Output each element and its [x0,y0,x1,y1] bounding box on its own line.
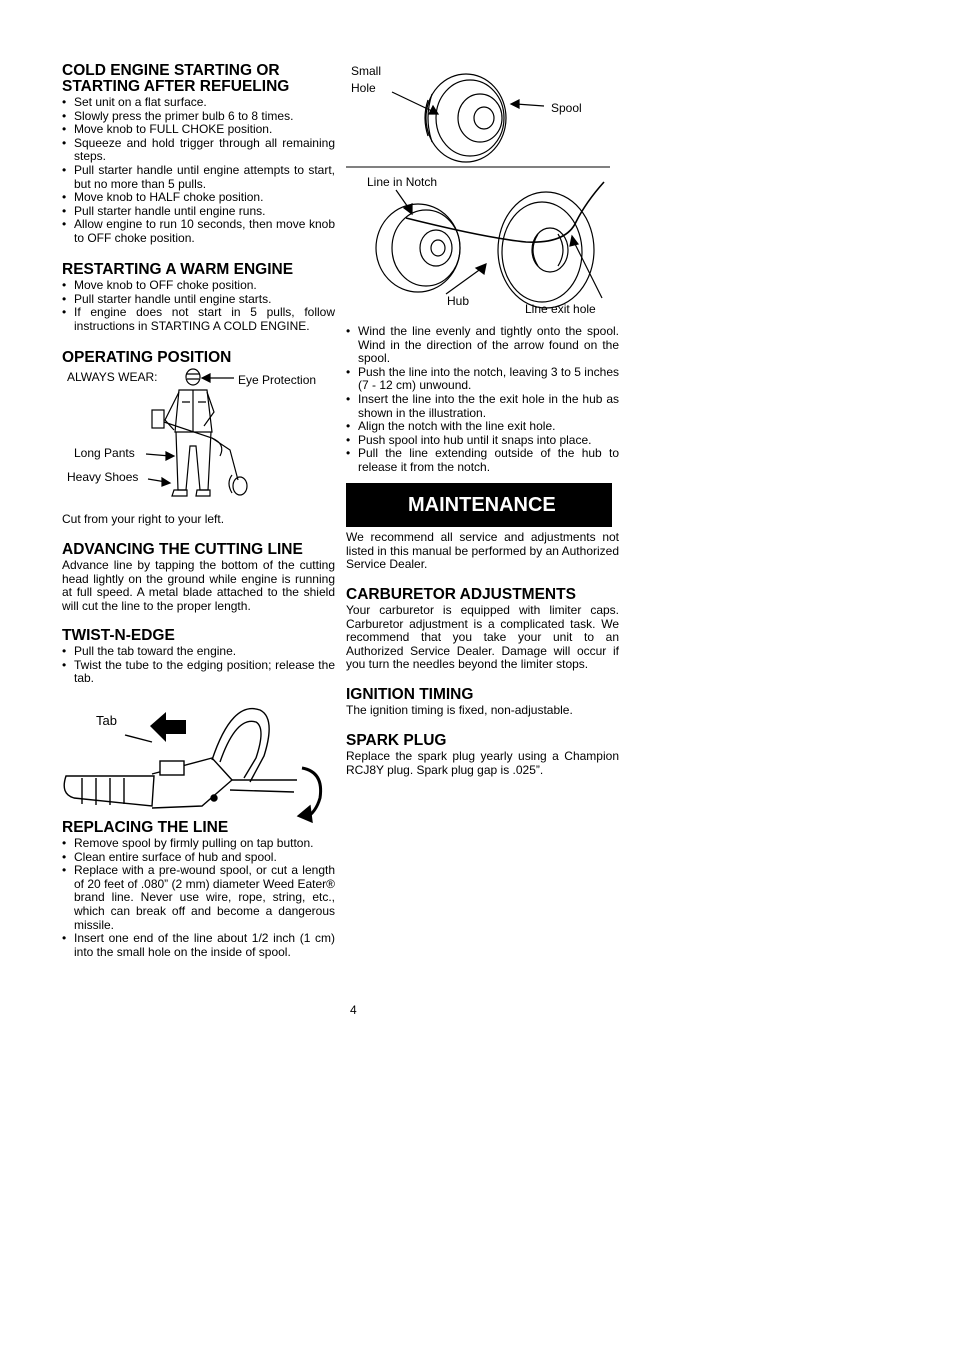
replacing-list [62,837,335,959]
list-item: • Pull the tab toward the engine. [62,645,335,659]
operating-caption: Cut from your right to your left. [62,512,225,526]
list-item: • Move knob to HALF choke position. [62,191,335,205]
advancing-section [62,542,335,613]
winding-section [346,324,619,475]
list-item: • Pull starter handle until engine runs. [62,205,335,219]
list-item: • Replace with a pre-wound spool, or cut a length of 20 feet of .080” (2 mm) diameter Weed Eater® brand line. Never use wire, rope, string, etc., which can break off and become a dangerous missile. [62,864,335,932]
spool-illustration [346,60,619,168]
list-item: • Push spool into hub until it snaps into place. [346,434,619,448]
list-item: • Insert one end of the line about 1/2 inch (1 cm) into the small hole on the inside of spool. [62,932,335,959]
list-item: • Squeeze and hold trigger through all remaining steps. [62,137,335,164]
warm-start-list [62,279,335,333]
spark-title: SPARK PLUG [346,732,447,749]
list-item: • If engine does not start in 5 pulls, follow instructions in STARTING A COLD ENGINE. [62,306,335,333]
list-item: • Remove spool by firmly pulling on tap button. [62,837,335,851]
cold-start-list [62,96,335,246]
list-item: • Push the line into the notch, leaving 3 to 5 inches (7 - 12 cm) unwound. [346,366,619,393]
list-item: • Move knob to OFF choke position. [62,279,335,293]
spark-text: Replace the spark plug yearly using a Champion RCJ8Y plug. Spark plug gap is .025”. [346,749,619,777]
warm-start-section [62,262,335,333]
list-item: • Pull starter handle until engine starts. [62,293,335,307]
operating-title: OPERATING POSITION [62,349,232,366]
twist-list [62,645,335,686]
page-number: 4 [350,1003,357,1017]
cold-start-section [62,63,335,246]
line-in-notch-label: Line in Notch [367,175,438,189]
maintenance-section [346,530,619,572]
spool-figure [346,60,619,168]
carburetor-title: CARBURETOR ADJUSTMENTS [346,586,576,603]
carburetor-section [346,587,619,672]
hub-figure [346,172,619,322]
always-wear-label: ALWAYS WEAR: [67,370,158,384]
hub-illustration [346,172,619,322]
list-item: • Slowly press the primer bulb 6 to 8 times. [62,110,335,124]
spark-section [346,733,619,777]
twist-edge-illustration [62,688,335,798]
cold-start-title: COLD ENGINE STARTING OR STARTING AFTER REFUELING [62,62,290,95]
list-item: • Clean entire surface of hub and spool. [62,851,335,865]
eye-protection-label: Eye Protection [238,373,317,387]
list-item: • Set unit on a flat surface. [62,96,335,110]
hole-label: Hole [351,81,376,95]
ignition-text: The ignition timing is fixed, non-adjustable. [346,703,573,717]
spool-label: Spool [551,101,582,115]
advancing-title: ADVANCING THE CUTTING LINE [62,541,303,558]
advancing-text: Advance line by tapping the bottom of the cutting head lightly on the ground while engine is running at full speed. A metal blade attached to the shield will cut the line to the proper length. [62,558,335,613]
list-item: • Align the notch with the line exit hole. [346,420,619,434]
long-pants-label: Long Pants [74,446,135,460]
list-item: • Allow engine to run 10 seconds, then move knob to OFF choke position. [62,218,335,245]
maintenance-title: MAINTENANCE [408,494,556,516]
twist-title: TWIST-N-EDGE [62,627,175,644]
replacing-title: REPLACING THE LINE [62,819,229,836]
list-item: • Wind the line evenly and tightly onto the spool. Wind in the direction of the arrow found on the spool. [346,325,619,366]
operating-section [62,350,335,530]
ignition-section [346,687,619,718]
line-exit-hole-label: Line exit hole [525,302,596,316]
replacing-section [62,820,335,959]
maintenance-text: We recommend all service and adjustments not listed in this manual be performed by an Authorized Service Dealer. [346,530,619,572]
list-item: • Pull the line extending outside of the hub to release it from the notch. [346,447,619,474]
tab-label: Tab [96,713,117,728]
carburetor-text: Your carburetor is equipped with limiter caps. Carburetor adjustment is a complicated task. We recommend that you take your unit to an Authorized Service Dealer. Damage will occur if you turn the needles beyond the limiter stops. [346,603,619,672]
list-item: • Pull starter handle until engine attempts to start, but no more than 5 pulls. [62,164,335,191]
twist-section [62,628,335,788]
ignition-title: IGNITION TIMING [346,686,474,703]
list-item: • Twist the tube to the edging position; release the tab. [62,659,335,686]
small-label: Small [351,64,382,78]
list-item: • Move knob to FULL CHOKE position. [62,123,335,137]
heavy-shoes-label: Heavy Shoes [67,470,139,484]
winding-list [346,325,619,475]
list-item: • Insert the line into the the exit hole in the hub as shown in the illustration. [346,393,619,420]
operator-illustration [62,350,335,510]
hub-label: Hub [447,294,470,308]
warm-start-title: RESTARTING A WARM ENGINE [62,261,294,278]
maintenance-banner [346,483,612,527]
